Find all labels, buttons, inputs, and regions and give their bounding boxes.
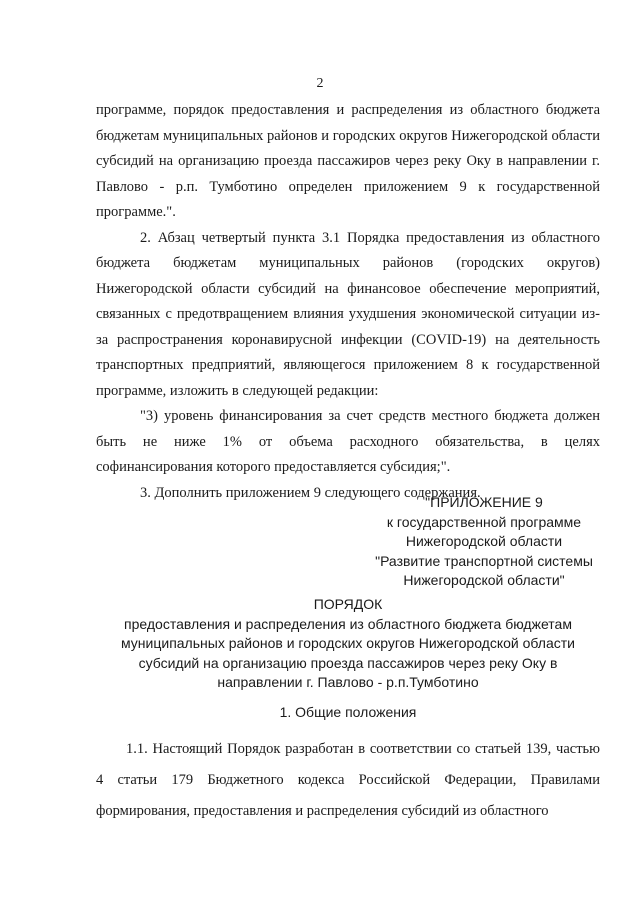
order-subtitle-line: предоставления и распределения из областного бюджета бюджетам — [124, 615, 572, 632]
order-heading — [96, 595, 600, 693]
order-subtitle-line: направлении г. Павлово - р.п.Тумботино — [217, 674, 479, 690]
paragraph-item-3: 3. Дополнить приложением 9 следующего содержания. — [140, 484, 481, 501]
paragraph-continuation: программе, порядок предоставления и распределения из областного бюджета бюджетам муниципальных районов и городских округов Нижегородской области субсидий на организацию проезда пассажиров через реку Оку в направлении г. Павлово - р.п. Тумботино определен приложением 9 к государственной программе.". — [96, 102, 600, 220]
paragraph-item-2: 2. Абзац четвертый пункта 3.1 Порядка предоставления из областного бюджета бюджетам муниципальных районов (городских округов) Нижегородской области субсидий на финансовое обеспечение мероприятий, связанных с предотвращением влияния ухудшения экономической ситуации из-за распространения коронавирусной инфекции (COVID-19) на деятельность транспортных предприятий, являющегося приложением 8 к государственной программе, изложить в следующей редакции: — [96, 229, 600, 399]
annex-line: Нижегородской области — [405, 533, 563, 549]
annex-line: "ПРИЛОЖЕНИЕ 9 — [425, 494, 543, 510]
order-title: ПОРЯДОК — [313, 596, 383, 612]
section-paragraph: 1.1. Настоящий Порядок разработан в соответствии со статьей 139, частью 4 статьи 179 Бюджетного кодекса Российской Федерации, Правилами формирования, предоставления и распределения субсидий из областного — [96, 741, 600, 819]
annex-line: "Развитие транспортной системы — [375, 552, 593, 569]
paragraph-quote: "3) уровень финансирования за счет средств местного бюджета должен быть не ниже 1% от объема расходного обязательства, в целях софинансирования которого предоставляется субсидия;". — [96, 408, 600, 475]
order-subtitle-line: субсидий на организацию проезда пассажиров через реку Оку в — [138, 654, 558, 671]
page-number: 2 — [316, 76, 324, 91]
annex-line: к государственной программе — [386, 513, 582, 530]
annex-line: Нижегородской области" — [403, 572, 565, 588]
section-text — [96, 734, 600, 827]
section-title: 1. Общие положения — [279, 704, 417, 720]
order-subtitle-line: муниципальных районов и городских округов Нижегородской области — [121, 635, 575, 651]
annex-header — [368, 493, 600, 591]
main-text — [96, 98, 600, 506]
